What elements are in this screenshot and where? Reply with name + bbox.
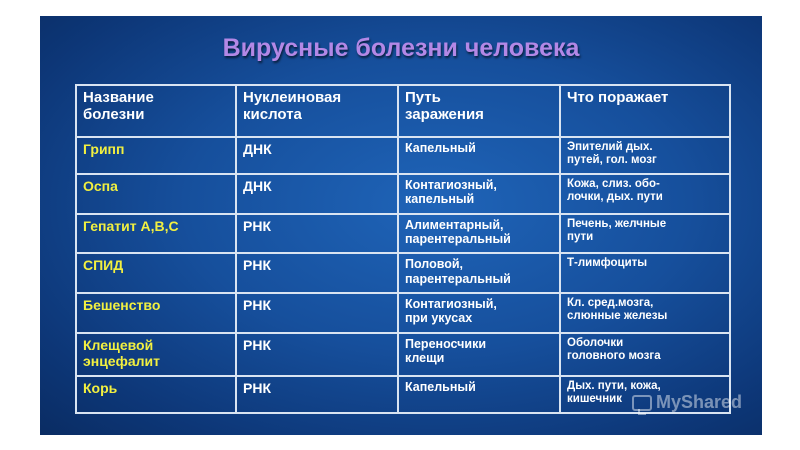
nucleic-acid-cell: РНК bbox=[236, 214, 398, 254]
disease-name-cell: Гепатит А,В,С bbox=[76, 214, 236, 254]
nucleic-acid-cell: РНК bbox=[236, 293, 398, 333]
target-cell: Печень, желчные пути bbox=[560, 214, 730, 254]
header-nucleic-acid: Нуклеиновая кислота bbox=[236, 85, 398, 137]
infection-route-cell: Половой, парентеральный bbox=[398, 253, 560, 293]
target-cell: Эпителий дых. путей, гол. мозг bbox=[560, 137, 730, 174]
infection-route-cell: Капельный bbox=[398, 376, 560, 413]
table-row bbox=[76, 253, 730, 293]
disease-name-cell: Бешенство bbox=[76, 293, 236, 333]
slide bbox=[40, 16, 762, 435]
target-cell: Оболочки головного мозга bbox=[560, 333, 730, 376]
nucleic-acid-cell: ДНК bbox=[236, 174, 398, 214]
infection-route-cell: Алиментарный, парентеральный bbox=[398, 214, 560, 254]
header-disease-name: Название болезни bbox=[76, 85, 236, 137]
target-cell: Дых. пути, кожа, кишечник bbox=[560, 376, 730, 413]
infection-route-cell: Контагиозный, при укусах bbox=[398, 293, 560, 333]
infection-route-cell: Контагиозный, капельный bbox=[398, 174, 560, 214]
disease-name-cell: Клещевой энцефалит bbox=[76, 333, 236, 376]
target-cell: Т-лимфоциты bbox=[560, 253, 730, 293]
header-target: Что поражает bbox=[560, 85, 730, 137]
infection-route-cell: Капельный bbox=[398, 137, 560, 174]
table-row bbox=[76, 333, 730, 376]
target-cell: Кожа, слиз. обо- лочки, дых. пути bbox=[560, 174, 730, 214]
presentation-icon bbox=[632, 395, 652, 411]
table-header-row bbox=[76, 85, 730, 137]
target-cell: Кл. сред.мозга, слюнные железы bbox=[560, 293, 730, 333]
disease-name-cell: Грипп bbox=[76, 137, 236, 174]
table-row bbox=[76, 214, 730, 254]
disease-name-cell: СПИД bbox=[76, 253, 236, 293]
infection-route-cell: Переносчики клещи bbox=[398, 333, 560, 376]
slide-title: Вирусные болезни человека bbox=[222, 34, 580, 62]
header-infection-route: Путь заражения bbox=[398, 85, 560, 137]
watermark-text: MyShared bbox=[655, 392, 742, 412]
nucleic-acid-cell: РНК bbox=[236, 253, 398, 293]
nucleic-acid-cell: РНК bbox=[236, 333, 398, 376]
watermark bbox=[632, 392, 742, 413]
table-row bbox=[76, 137, 730, 174]
nucleic-acid-cell: РНК bbox=[236, 376, 398, 413]
disease-name-cell: Корь bbox=[76, 376, 236, 413]
table-row bbox=[76, 293, 730, 333]
disease-name-cell: Оспа bbox=[76, 174, 236, 214]
nucleic-acid-cell: ДНК bbox=[236, 137, 398, 174]
table-row bbox=[76, 174, 730, 214]
disease-table bbox=[75, 84, 731, 414]
